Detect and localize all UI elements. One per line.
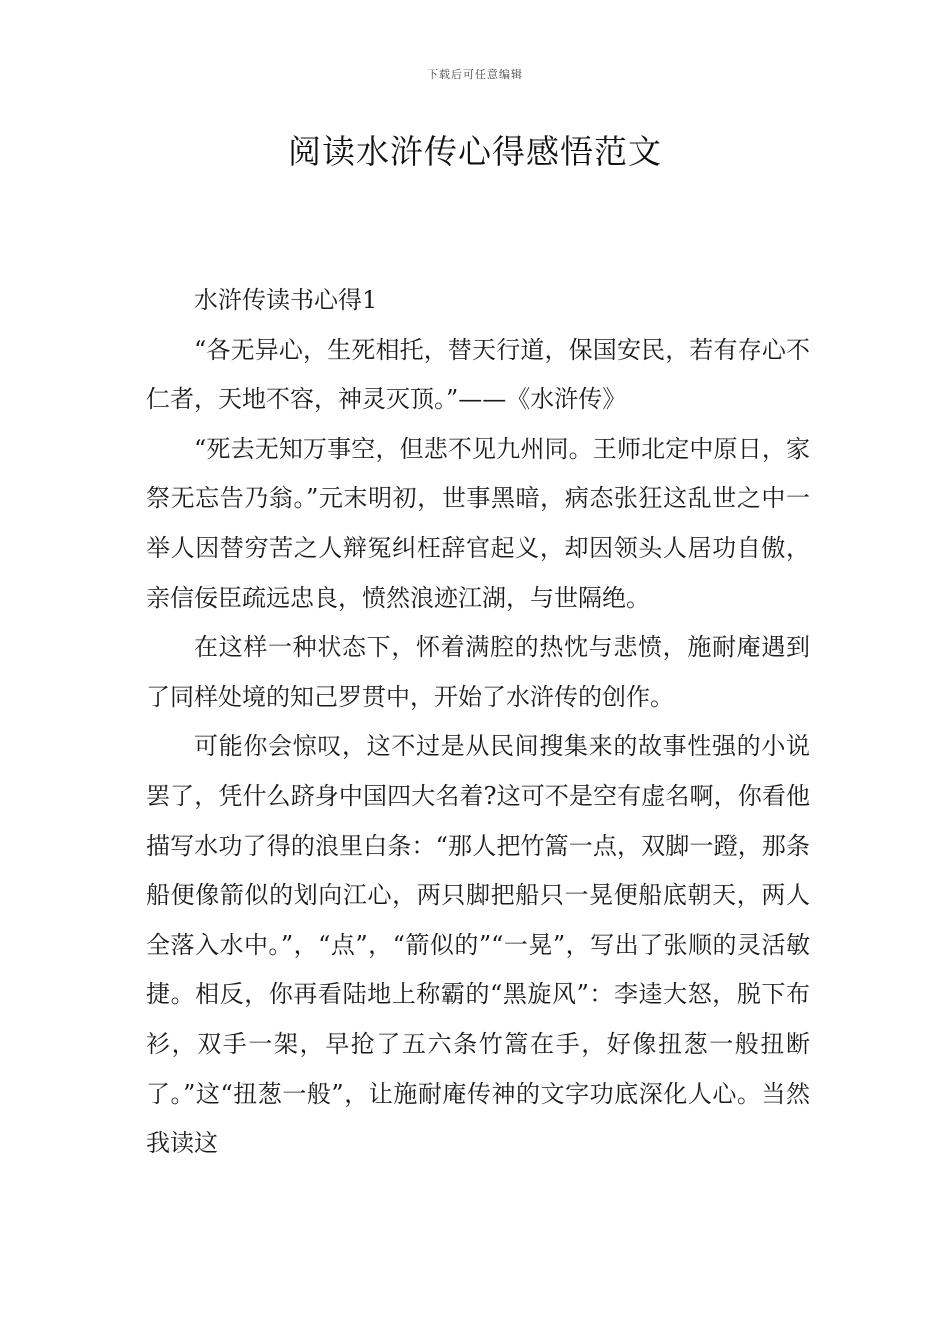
paragraph: “死去无知万事空，但悲不见九州同。王师北定中原日，家祭无忘告乃翁。”元末明初，世事黑暗，病态张狂这乱世之中一举人因替穷苦之人辩冤纠枉辞官起义，却因领头人居功自傲，亲信佞臣疏远忠良，愤然浪迹江湖，与世隔绝。 — [146, 434, 810, 612]
paragraph-quote: “各无异心，生死相托，替天行道，保国安民，若有存心不仁者，天地不容，神灵灭顶。”——《水浒传》 — [146, 335, 810, 414]
paragraph: 可能你会惊叹，这不过是从民间搜集来的故事性强的小说罢了，凭什么跻身中国四大名着?这可不是空有虚名啊，你看他描写水功了得的浪里白条：“那人把竹篙一点，双脚一蹬，那条船便像箭似的划向江心，两只脚把船只一晃便船底朝天，两人全落入水中。”，“点”，“箭似的”“一晃”，写出了张顺的灵活敏捷。相反，你再看陆地上称霸的“黑旋风”：李逵大怒，脱下布衫，双手一架，早抢了五六条竹篙在手，好像扭葱一般扭断了。”这“扭葱一般”，让施耐庵传神的文字功底深化人心。当然我读这 — [146, 732, 810, 1158]
paragraph: 在这样一种状态下，怀着满腔的热忱与悲愤，施耐庵遇到了同样处境的知己罗贯中，开始了水浒传的创作。 — [146, 633, 810, 711]
document-body — [146, 276, 810, 1169]
document-title: 阅读水浒传心得感悟范文 — [288, 132, 662, 171]
paragraph-subheading: 水浒传读书心得1 — [194, 286, 378, 314]
header-note: 下载后可任意编辑 — [427, 68, 523, 81]
